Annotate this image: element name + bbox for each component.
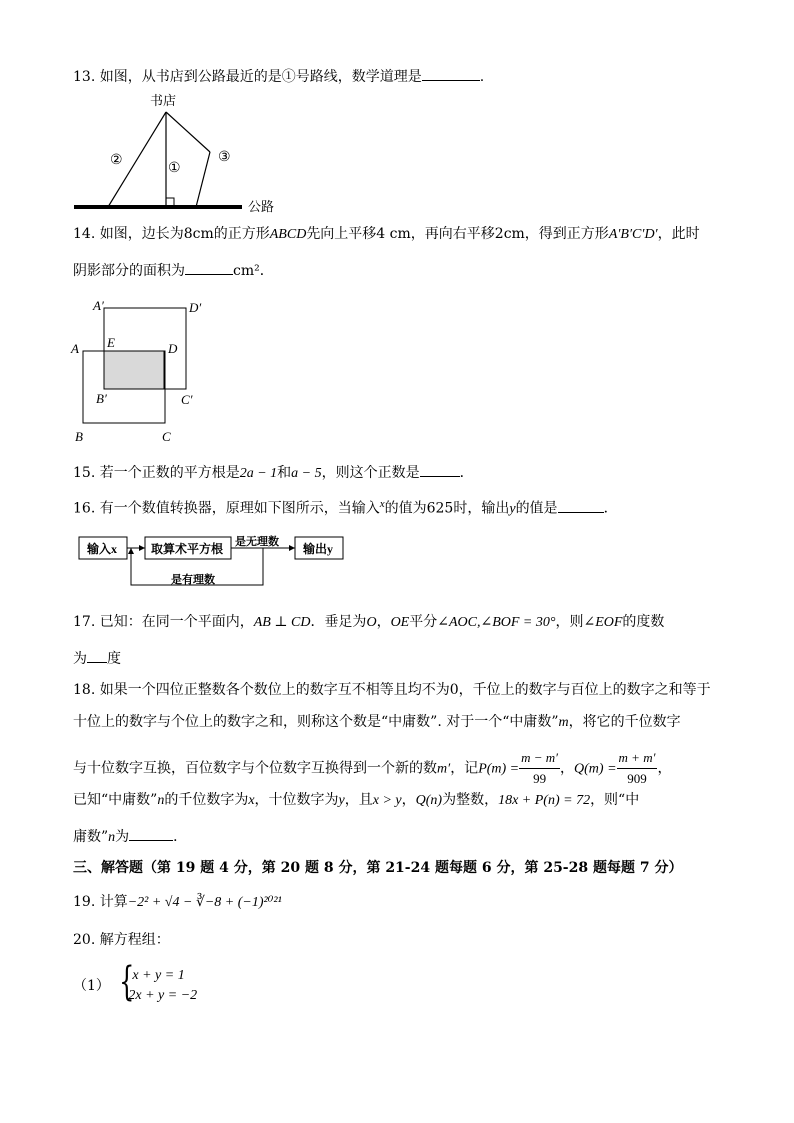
svg-text:取算术平方根: 取算术平方根: [151, 542, 224, 556]
route-2-label: ②: [110, 153, 123, 168]
q13-figure: [60, 90, 320, 220]
brace-icon: {: [119, 959, 135, 1005]
question-17-line-2: 为 度: [73, 648, 121, 669]
svg-text:B′: B′: [96, 391, 107, 406]
answer-blank[interactable]: [422, 66, 480, 81]
svg-text:D: D: [168, 341, 178, 356]
bookstore-label: 书店: [150, 93, 177, 108]
question-16: 16. 有一个数值转换器，原理如下图所示，当输入$^x$的值为625时，输出y的值是 ．: [73, 498, 618, 517]
svg-text:输入x: 输入x: [87, 542, 118, 556]
svg-text:A: A: [71, 341, 79, 356]
question-18-line-4: 已知“中庸数”n的千位数字为x，十位数字为y，且x > y，Q(n)为整数，18x + P(n) = 72，则“中: [73, 792, 640, 808]
q-fraction: $\frac{m + m'}{909}$: [618, 750, 656, 786]
q13-end: .: [479, 69, 485, 85]
route-1-label: ①: [168, 161, 181, 176]
question-13: [73, 66, 484, 87]
question-18-line-3: 与十位数字互换，百位数字与个位数字互换得到一个新的数m′，记P(m) = $\frac{m - m'}{99}$ ，Q(m) = $\frac{m + m'}{909}$ ，: [73, 748, 671, 789]
answer-blank[interactable]: [87, 648, 107, 663]
q14-figure: [60, 295, 220, 450]
svg-text:A′: A′: [93, 298, 104, 313]
q16-flowchart: [75, 533, 375, 593]
question-20-title: 20. 解方程组：: [73, 932, 170, 948]
answer-blank[interactable]: [185, 260, 233, 275]
question-18-line-2: 十位上的数字与个位上的数字之和，则称这个数是“中庸数”. 对于一个“中庸数”m，将它的千位数字: [73, 714, 681, 730]
section-3-heading: 三、解答题（第 19 题 4 分，第 20 题 8 分，第 21-24 题每题 6 分，第 25-28 题每题 7 分）: [73, 860, 683, 876]
answer-blank[interactable]: [420, 462, 460, 477]
svg-text:是无理数: 是无理数: [235, 536, 279, 548]
question-14-line-2: 阴影部分的面积为 cm²．: [73, 260, 274, 281]
question-17-line-1: 17. 已知：在同一个平面内，AB ⊥ CD．垂足为O，OE平分∠AOC,∠BOF = 30°，则∠EOF的度数: [73, 614, 665, 630]
question-18-line-1: 18. 如果一个四位正整数各个数位上的数字互不相等且均不为0，千位上的数字与百位上的数字之和等于: [73, 682, 711, 698]
svg-text:C′: C′: [181, 392, 193, 407]
question-20-part-1: （1） { x + y = 1 2x + y = −2: [73, 959, 198, 1005]
question-18-line-5: 庸数”n为 ．: [73, 826, 187, 848]
equation-system: { x + y = 1 2x + y = −2: [119, 959, 198, 1005]
route-3-label: ③: [218, 150, 231, 165]
svg-text:E: E: [107, 335, 115, 350]
road-label: 公路: [248, 199, 275, 214]
svg-text:是有理数: 是有理数: [171, 574, 215, 586]
svg-text:D′: D′: [189, 300, 202, 315]
answer-blank[interactable]: [129, 826, 173, 841]
svg-text:输出y: 输出y: [303, 542, 334, 556]
answer-blank[interactable]: [558, 498, 604, 513]
question-14-line-1: 14. 如图，边长为8cm的正方形ABCD先向上平移4 cm，再向右平移2cm，得到正方形A′B′C′D′，此时: [73, 226, 700, 242]
question-19: 19. 计算−2² + √4 − ∛−8 + (−1)²⁰²¹: [73, 894, 282, 910]
svg-text:B: B: [75, 429, 83, 444]
svg-text:C: C: [162, 429, 171, 444]
question-15: 15. 若一个正数的平方根是2a − 1和a − 5，则这个正数是 ．: [73, 462, 474, 484]
p-fraction: $\frac{m - m'}{99}$: [521, 750, 559, 786]
q13-text: 13. 如图，从书店到公路最近的是①号路线，数学道理是: [73, 69, 422, 85]
